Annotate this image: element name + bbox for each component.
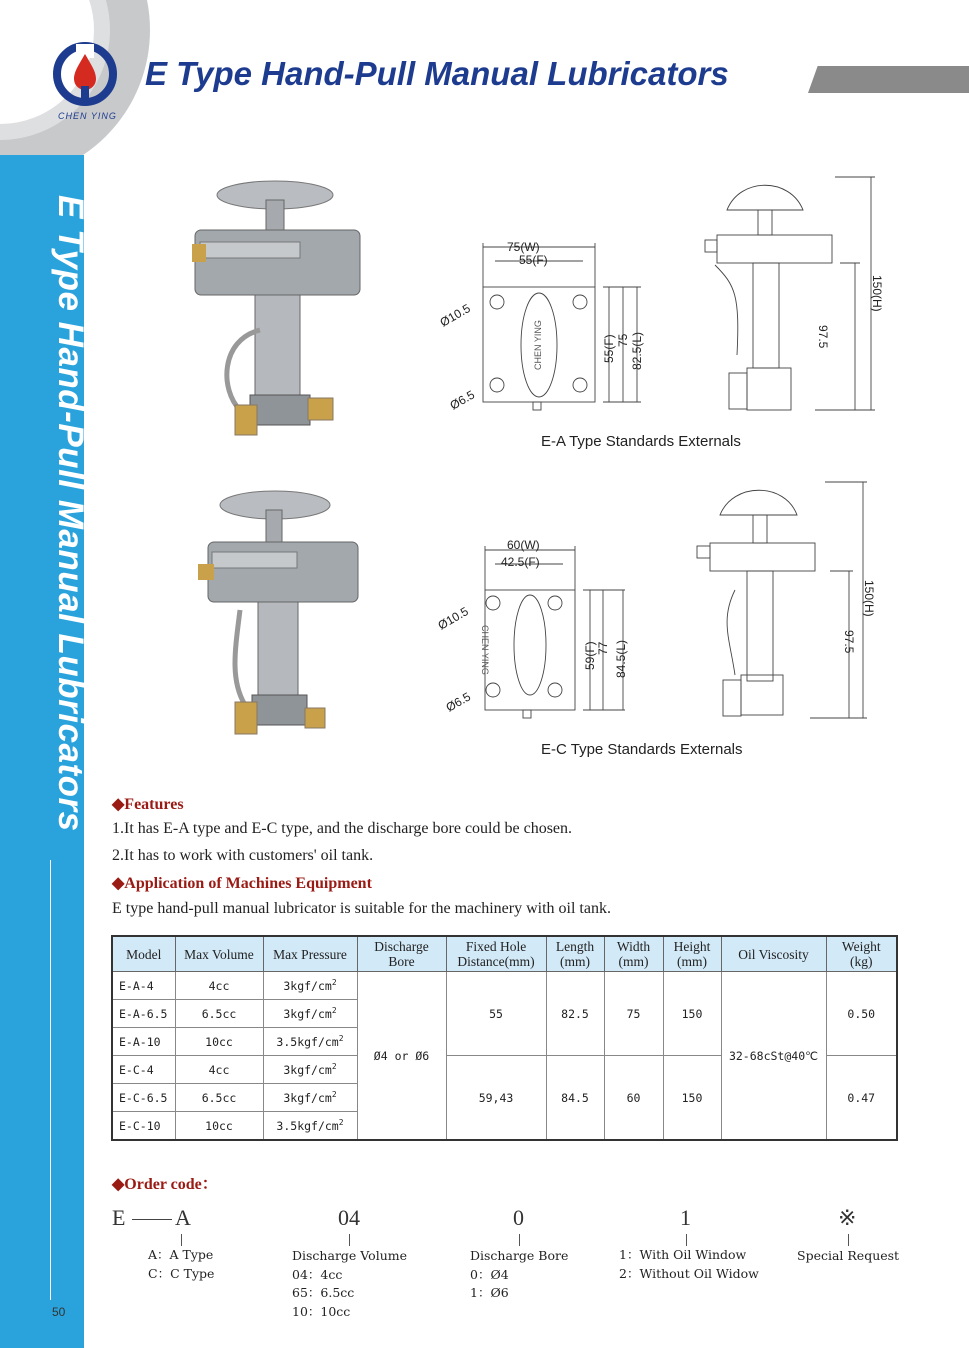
e-a-technical-drawing <box>435 175 890 420</box>
dim-l: 82.5(L) <box>630 331 644 370</box>
cell-length-a: 82.5 <box>546 972 604 1056</box>
cell-pressure: $3kgf/cm^2$ <box>263 972 357 1000</box>
cell-model: E-A-4 <box>112 972 175 1000</box>
type-option: C：C Type <box>148 1265 215 1281</box>
cell-volume: 10cc <box>175 1028 263 1056</box>
col-volume: Max Volume <box>175 936 263 972</box>
page-number: 50 <box>52 1305 66 1319</box>
order-part-volume: 04 <box>338 1205 360 1230</box>
cell-model: E-A-10 <box>112 1028 175 1056</box>
type-options <box>148 1246 214 1283</box>
order-tick <box>519 1234 520 1246</box>
application-text: E type hand-pull manual lubricator is suitable for the machinery with oil tank. <box>112 900 611 917</box>
col-width: Width (mm) <box>604 936 663 972</box>
dim-f: 55(F) <box>519 253 548 267</box>
cell-width-c: 60 <box>604 1056 663 1141</box>
drawing-logo: CHEN YING <box>533 320 543 370</box>
cell-height-c: 150 <box>663 1056 721 1141</box>
col-length: Length (mm) <box>546 936 604 972</box>
features-heading: ◆Features <box>112 796 184 813</box>
e-a-product-photo <box>180 170 365 455</box>
dim-hole1: Ø10.5 <box>435 604 471 633</box>
dim-hole2: Ø6.5 <box>447 387 478 413</box>
bore-options <box>470 1247 568 1303</box>
side-title: E Type Hand-Pull Manual Lubricators <box>51 195 90 832</box>
order-part-special: ※ <box>838 1205 857 1230</box>
dim-hole1: Ø10.5 <box>437 301 473 330</box>
cell-width-a: 75 <box>604 972 663 1056</box>
table-row <box>112 972 897 1000</box>
dim-w: 60(W) <box>507 538 540 552</box>
col-model: Model <box>112 936 175 972</box>
dim-h: 150(H) <box>870 275 884 312</box>
order-part-a: A <box>175 1205 191 1230</box>
cell-volume: 6.5cc <box>175 1000 263 1028</box>
dim-h: 150(H) <box>862 580 876 617</box>
cell-volume: 10cc <box>175 1112 263 1141</box>
page-title: E Type Hand-Pull Manual Lubricators <box>145 55 729 92</box>
volume-option: 65：6.5cc <box>292 1285 355 1300</box>
order-dash <box>132 1219 172 1220</box>
e-c-product-photo <box>190 480 375 750</box>
order-part-e: E <box>112 1205 126 1230</box>
volume-options <box>292 1247 407 1321</box>
window-option: 2：Without Oil Widow <box>619 1265 759 1281</box>
dim-h2: 97.5 <box>816 325 830 349</box>
spec-table <box>111 935 898 1141</box>
order-tick <box>349 1234 350 1246</box>
cell-model: E-A-6.5 <box>112 1000 175 1028</box>
cell-pressure: $3kgf/cm^2$ <box>263 1056 357 1084</box>
volume-label: Discharge Volume <box>292 1248 407 1263</box>
cell-volume: 4cc <box>175 972 263 1000</box>
bore-label: Discharge Bore <box>470 1248 569 1263</box>
cell-model: E-C-10 <box>112 1112 175 1141</box>
order-tick <box>848 1234 849 1246</box>
bore-option: 1：Ø6 <box>470 1285 509 1300</box>
application-heading: ◆Application of Machines Equipment <box>112 875 372 892</box>
feature-item-1: 1.It has E-A type and E-C type, and the discharge bore could be chosen. <box>112 820 573 837</box>
order-code-heading: ◆Order code： <box>112 1176 218 1193</box>
cell-pressure: $3kgf/cm^2$ <box>263 1084 357 1112</box>
dim-77: 77 <box>596 641 610 655</box>
logo-text: CHEN YING <box>58 111 117 121</box>
col-bore: Discharge Bore <box>357 936 446 972</box>
order-tick <box>181 1234 182 1246</box>
dim-f: 42.5(F) <box>501 555 540 569</box>
cell-volume: 6.5cc <box>175 1084 263 1112</box>
e-c-technical-drawing <box>435 480 890 725</box>
volume-option: 04：4cc <box>292 1266 343 1282</box>
dim-75: 75 <box>616 333 630 347</box>
type-option: A：A Type <box>148 1247 214 1262</box>
e-a-caption: E-A Type Standards Externals <box>541 433 741 450</box>
order-part-bore: 0 <box>513 1205 524 1230</box>
col-hole: Fixed Hole Distance(mm) <box>446 936 546 972</box>
cell-hole-c: 59,43 <box>446 1056 546 1141</box>
col-weight: Weight (kg) <box>826 936 897 972</box>
cell-pressure: $3.5kgf/cm^2$ <box>263 1112 357 1141</box>
col-pressure: Max Pressure <box>263 936 357 972</box>
e-c-caption: E-C Type Standards Externals <box>541 741 743 758</box>
drawing-logo: CHEN YING <box>480 625 490 675</box>
cell-volume: 4cc <box>175 1056 263 1084</box>
cell-model: E-C-6.5 <box>112 1084 175 1112</box>
cell-viscosity: 32-68cSt@40℃ <box>721 972 826 1141</box>
order-part-window: 1 <box>680 1205 691 1230</box>
dim-vf: 55(F) <box>602 334 616 363</box>
cell-pressure: $3.5kgf/cm^2$ <box>263 1028 357 1056</box>
cell-weight-c: 0.47 <box>826 1056 897 1141</box>
dim-w: 75(W) <box>507 240 540 254</box>
dim-hole2: Ø6.5 <box>443 689 474 715</box>
cell-weight-a: 0.50 <box>826 972 897 1056</box>
title-accent-bar <box>808 66 969 93</box>
table-header-row <box>112 936 897 972</box>
feature-item-2: 2.It has to work with customers' oil tank. <box>112 847 374 864</box>
dim-h2: 97.5 <box>842 630 856 654</box>
col-viscosity: Oil Viscosity <box>721 936 826 972</box>
cell-length-c: 84.5 <box>546 1056 604 1141</box>
dim-l: 84.5(L) <box>614 639 628 678</box>
cell-model: E-C-4 <box>112 1056 175 1084</box>
chen-ying-logo <box>50 42 120 122</box>
col-height: Height (mm) <box>663 936 721 972</box>
side-divider <box>50 860 51 1300</box>
volume-option: 10：10cc <box>292 1303 351 1319</box>
cell-hole-a: 55 <box>446 972 546 1056</box>
order-tick <box>686 1234 687 1246</box>
cell-bore: Ø4 or Ø6 <box>357 972 446 1141</box>
special-request-label: Special Request <box>797 1248 900 1263</box>
window-options <box>619 1246 759 1283</box>
cell-pressure: $3kgf/cm^2$ <box>263 1000 357 1028</box>
cell-height-a: 150 <box>663 972 721 1056</box>
dim-vf: 59(F) <box>583 641 597 670</box>
window-option: 1：With Oil Window <box>619 1247 747 1262</box>
bore-option: 0：Ø4 <box>470 1266 509 1282</box>
